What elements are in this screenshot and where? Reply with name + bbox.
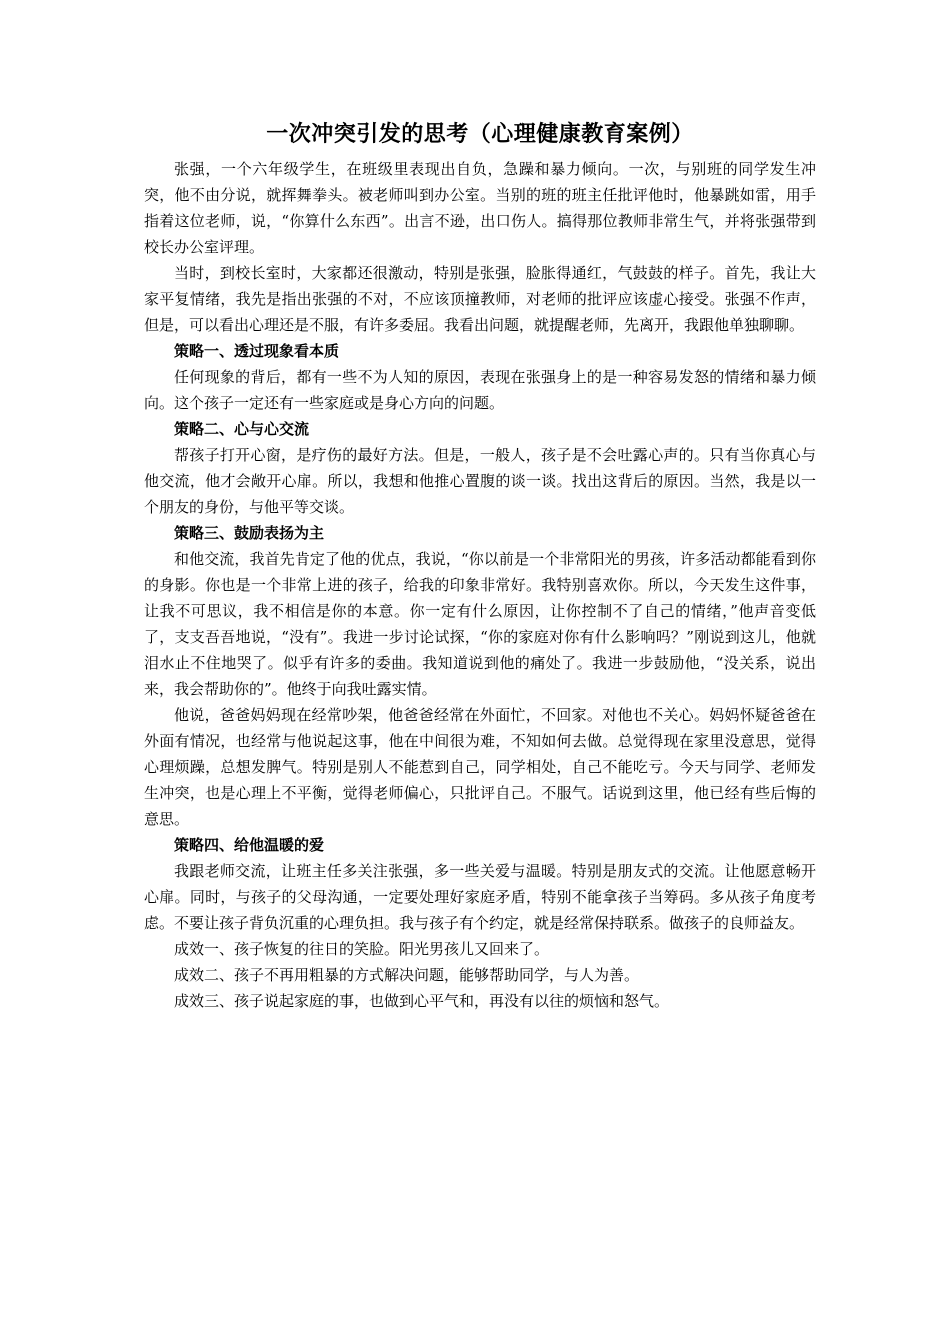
paragraph-intro: 张强，一个六年级学生，在班级里表现出自负，急躁和暴力倾向。一次，与别班的同学发生冲突，他不由分说，就挥舞拳头。被老师叫到办公室。当别的班的班主任批评他时，他暴跳如雷，用手指着这位老师，说，“你算什么东西”。出言不逊，出口伤人。搞得那位教师非常生气，并将张强带到校长办公室评理。 [144,160,816,256]
strategy-heading-1: 策略一、透过现象看本质 [174,342,340,360]
paragraph-strategy-1: 任何现象的背后，都有一些不为人知的原因，表现在张强身上的是一种容易发怒的情绪和暴力倾向。这个孩子一定还有一些家庭或是身心方向的问题。 [144,368,816,412]
paragraph-strategy-3: 和他交流，我首先肯定了他的优点，我说，“你以前是一个非常阳光的男孩，许多活动都能看到你的身影。你也是一个非常上进的孩子，给我的印象非常好。我特别喜欢你。所以，今天发生这件事，让我不可思议，我不相信是你的本意。你一定有什么原因，让你控制不了自己的情绪，”他声音变低了，支支吾吾地说，“没有”。我进一步讨论试探，“你的家庭对你有什么影响吗？”刚说到这儿，他就泪水止不住地哭了。似乎有许多的委曲。我知道说到他的痛处了。我进一步鼓励他，“没关系，说出来，我会帮助你的”。他终于向我吐露实情。 [144,550,816,698]
paragraph-family-situation: 他说，爸爸妈妈现在经常吵架，他爸爸经常在外面忙，不回家。对他也不关心。妈妈怀疑爸爸在外面有情况，也经常与他说起这事，他在中间很为难，不知如何去做。总觉得现在家里没意思，觉得心理烦躁，总想发脾气。特别是别人不能惹到自己，同学相处，自己不能吃亏。今天与同学、老师发生冲突，也是心理上不平衡，觉得老师偏心，只批评自己。不服气。话说到这里，他已经有些后悔的意思。 [144,706,816,828]
result-3: 成效三、孩子说起家庭的事，也做到心平气和，再没有以往的烦恼和怒气。 [174,992,670,1010]
paragraph-strategy-2: 帮孩子打开心窗，是疗伤的最好方法。但是，一般人，孩子是不会吐露心声的。只有当你真心与他交流，他才会敞开心扉。所以，我想和他推心置腹的谈一谈。找出这背后的原因。当然，我是以一个朋友的身份，与他平等交谈。 [144,446,816,516]
result-2: 成效二、孩子不再用粗暴的方式解决问题，能够帮助同学，与人为善。 [174,966,640,984]
strategy-heading-4: 策略四、给他温暖的爱 [174,836,325,854]
strategy-heading-2: 策略二、心与心交流 [174,420,310,438]
strategy-heading-3: 策略三、鼓励表扬为主 [174,524,325,542]
document-title: 一次冲突引发的思考（心理健康教育案例） [266,122,694,147]
paragraph-strategy-4: 我跟老师交流，让班主任多关注张强，多一些关爱与温暖。特别是朋友式的交流。让他愿意畅开心扉。同时，与孩子的父母沟通，一定要处理好家庭矛盾，特别不能拿孩子当筹码。多从孩子角度考虑。不要让孩子背负沉重的心理负担。我与孩子有个约定，就是经常保持联系。做孩子的良师益友。 [144,862,816,932]
result-1: 成效一、孩子恢复的往日的笑脸。阳光男孩儿又回来了。 [174,940,550,958]
document-body [144,118,816,1014]
paragraph-principal-office: 当时，到校长室时，大家都还很激动，特别是张强，脸胀得通红，气鼓鼓的样子。首先，我让大家平复情绪，我先是指出张强的不对，不应该顶撞教师，对老师的批评应该虚心接受。张强不作声，但是，可以看出心理还是不服，有许多委屈。我看出问题，就提醒老师，先离开，我跟他单独聊聊。 [144,264,816,334]
